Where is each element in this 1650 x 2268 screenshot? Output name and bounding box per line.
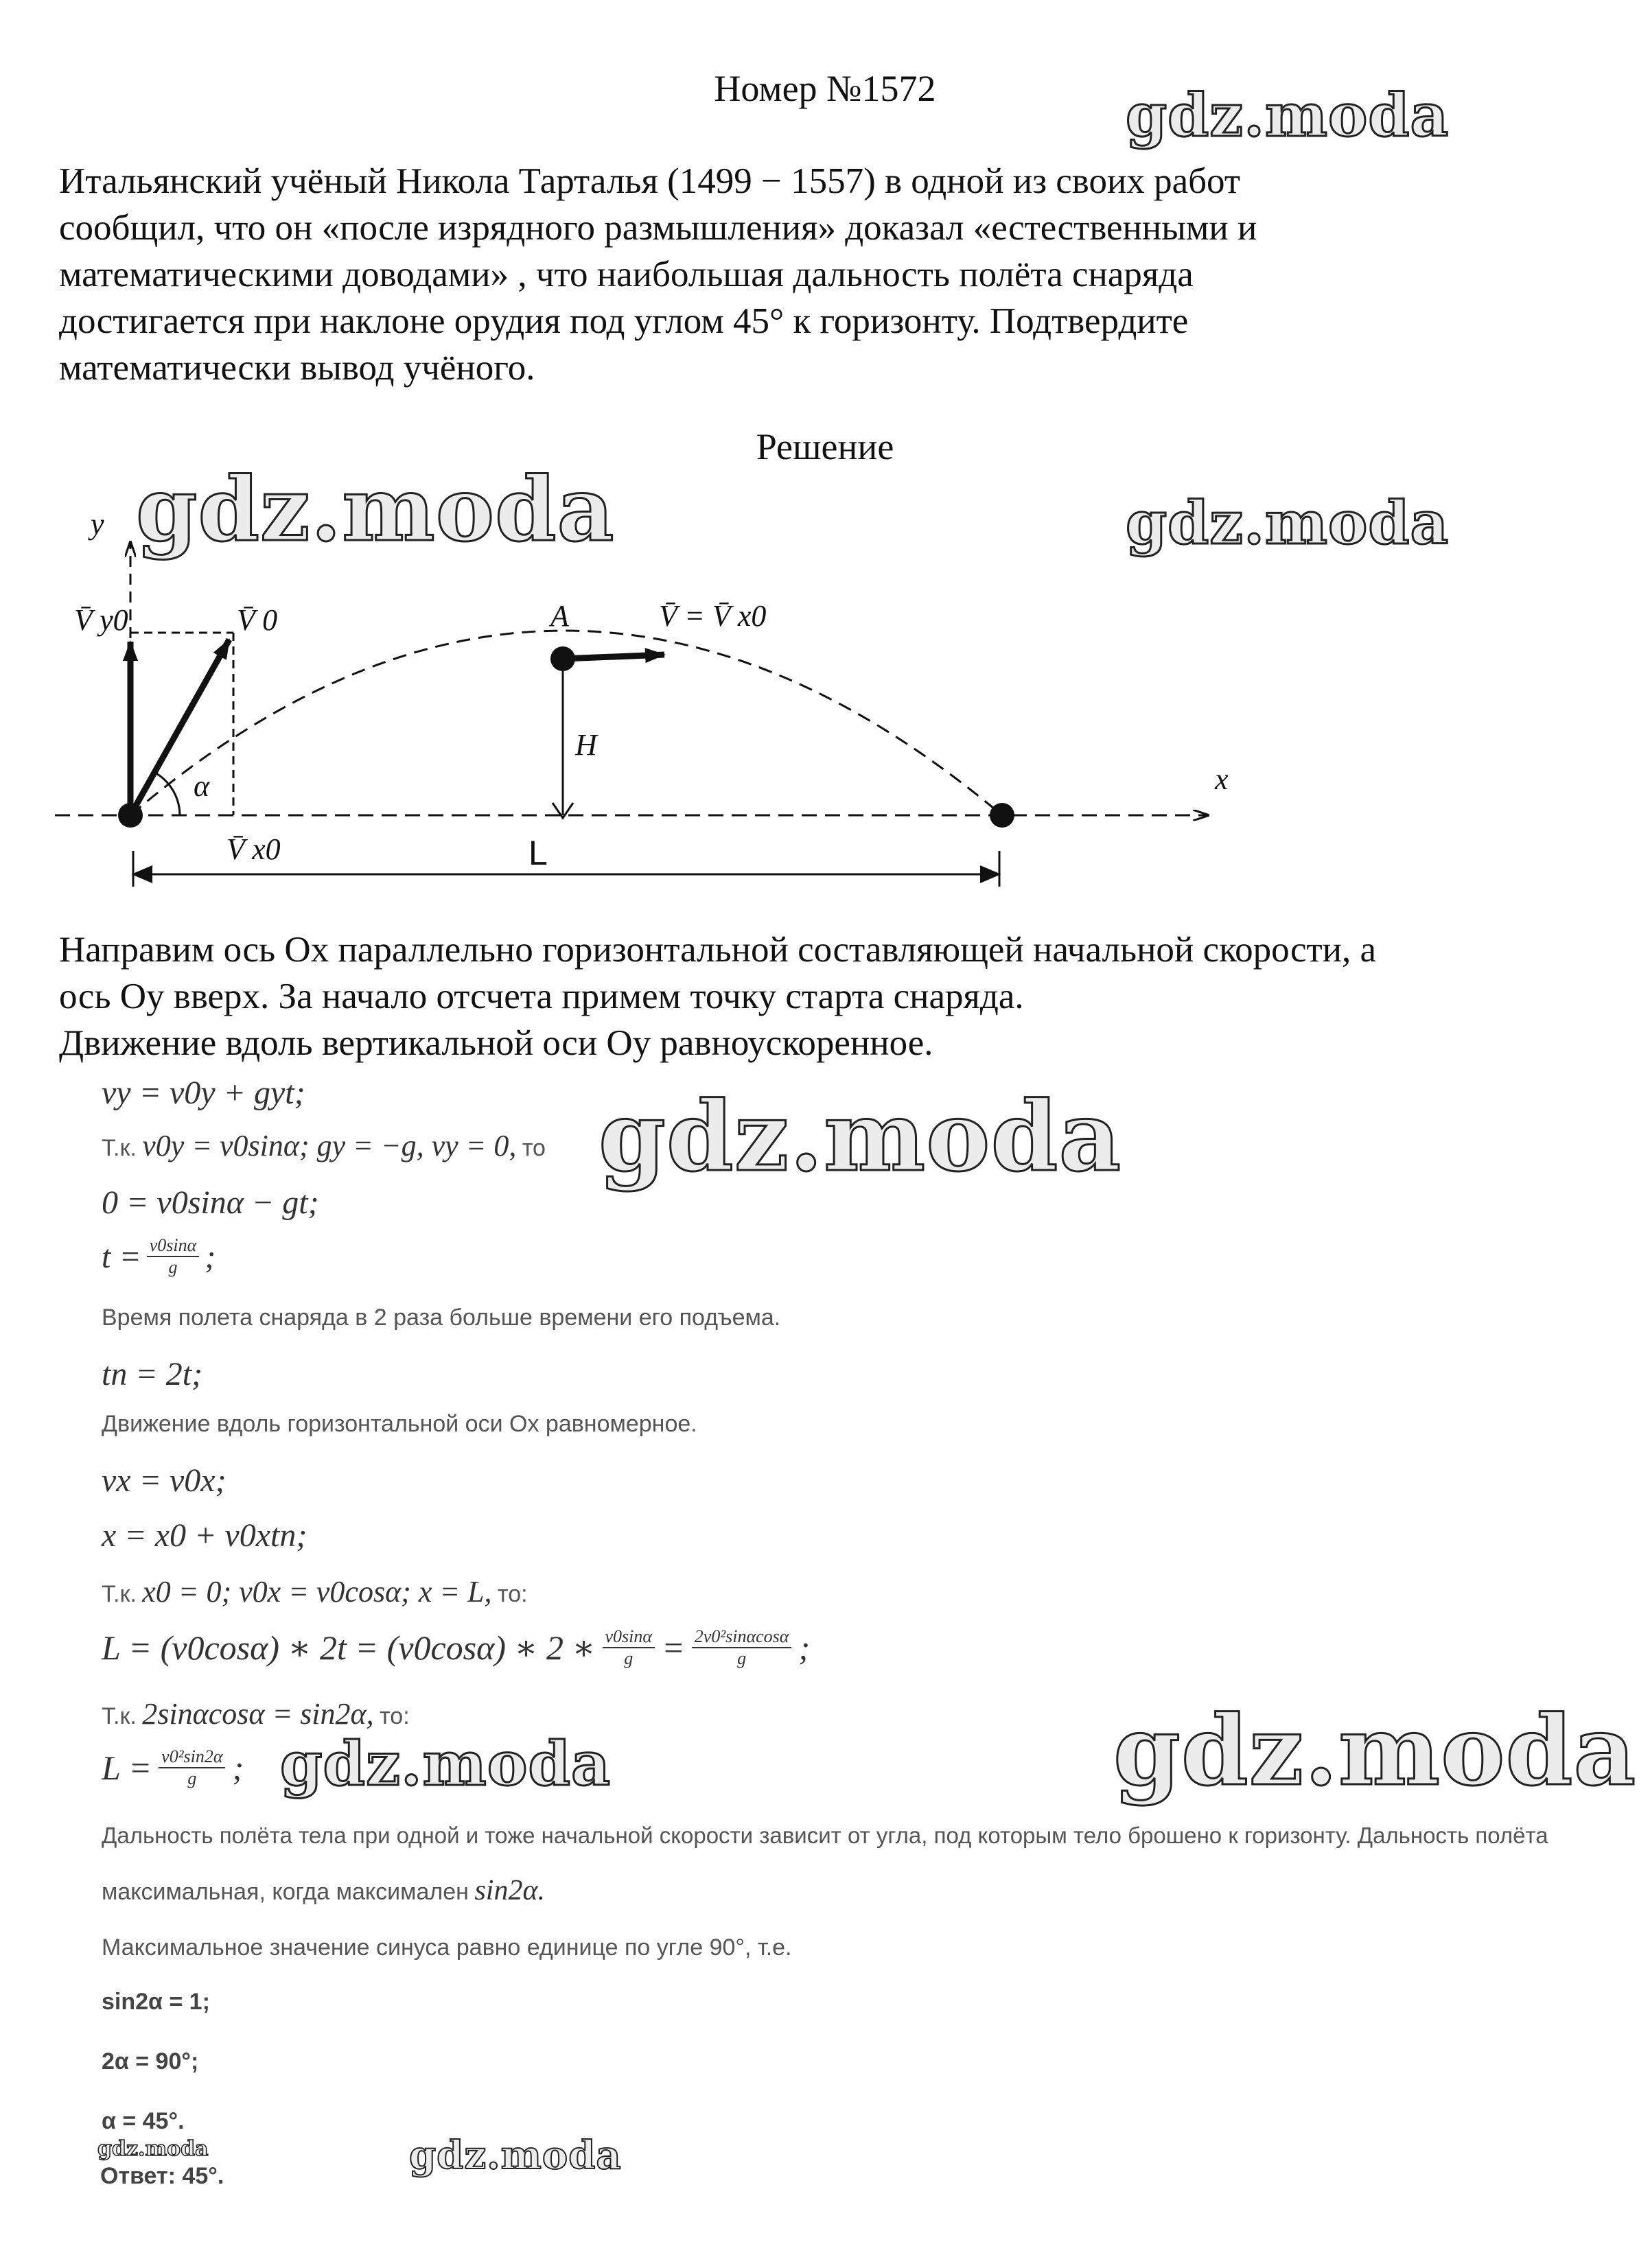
- tk-suffix: то: [522, 1135, 546, 1161]
- text-sine-max: Максимальное значение синуса равно единице по угле 90°, т.е.: [102, 1934, 792, 1961]
- tk-suffix: то:: [380, 1703, 410, 1729]
- text-range-max: [102, 1877, 545, 1906]
- vx0-label: V̄ x0: [226, 832, 281, 866]
- y-axis-label: y: [91, 507, 104, 541]
- fraction-denominator: g: [737, 1648, 747, 1668]
- equation-vy: vy = v0y + gyt;: [102, 1075, 305, 1111]
- fraction-numerator: 2v0²sinαcosα: [692, 1626, 792, 1648]
- fraction: [159, 1746, 225, 1789]
- problem-statement: [59, 158, 1610, 391]
- range-label: L: [528, 834, 548, 872]
- v-vector-at-a: [563, 655, 664, 659]
- condition-horizontal: [102, 1575, 528, 1609]
- condition-identity: [102, 1697, 410, 1731]
- tk-prefix: Т.к.: [102, 1581, 137, 1607]
- range-arrow-right: [980, 866, 999, 882]
- problem-line: математическими доводами» , что наибольшая дальность полёта снаряда: [59, 255, 1194, 294]
- tk-prefix: Т.к.: [102, 1703, 137, 1729]
- semicolon: ;: [798, 1628, 811, 1667]
- equation-range: [102, 1626, 810, 1669]
- solution-heading: Решение: [756, 426, 894, 467]
- equation-time: [102, 1235, 216, 1278]
- eq-time-lhs: t =: [102, 1238, 141, 1275]
- height-label: H: [575, 728, 597, 762]
- fraction-denominator: g: [168, 1257, 178, 1277]
- vy0-label: V̄ y0: [74, 603, 128, 637]
- fraction: [692, 1626, 792, 1669]
- fraction-denominator: g: [187, 1768, 197, 1788]
- equation-2a: 2α = 90°;: [102, 2048, 199, 2074]
- fraction: [147, 1235, 200, 1278]
- fraction-numerator: v0sinα: [147, 1235, 200, 1257]
- watermark-logo: gdz.moda: [599, 1081, 1122, 1193]
- angle-arc: [155, 773, 180, 815]
- problem-line: Итальянский учёный Никола Тарталья (1499 − 1557) в одной из своих работ: [59, 161, 1241, 201]
- problem-line: математически вывод учёного.: [59, 348, 535, 388]
- v0-vector: [130, 640, 229, 815]
- landing-point: [990, 803, 1014, 828]
- equation-sin2a: sin2α = 1;: [102, 1989, 210, 2015]
- semicolon: ;: [232, 1749, 244, 1787]
- watermark-logo: gdz.moda: [280, 1728, 612, 1799]
- condition-vertical: [102, 1129, 546, 1162]
- x-axis-label: x: [1215, 762, 1229, 796]
- tk-suffix: то:: [498, 1581, 528, 1607]
- fraction: [603, 1626, 655, 1669]
- v-equals-vx0-label: V̄ = V̄ x0: [659, 599, 767, 633]
- watermark-logo: gdz.moda: [409, 2133, 622, 2178]
- fraction-denominator: g: [624, 1648, 634, 1668]
- range-arrow-left: [133, 866, 152, 882]
- equation-alpha: α = 45°.: [102, 2108, 185, 2134]
- text-horizontal: Движение вдоль горизонтальной оси Ox равномерное.: [102, 1411, 697, 1437]
- start-point: [118, 803, 143, 828]
- watermark-logo: gdz.moda: [136, 458, 615, 561]
- semicolon: ;: [205, 1238, 216, 1275]
- fraction-numerator: v0²sin2α: [159, 1746, 225, 1768]
- watermark-logo: gdz.moda: [1126, 81, 1450, 150]
- answer: Ответ: 45°.: [100, 2163, 224, 2189]
- equation-vx: vx = v0x;: [102, 1462, 226, 1499]
- text-range-max-prefix: максимальная, когда максимален: [102, 1879, 469, 1905]
- problem-line: сообщил, что он «после изрядного размышления» доказал «естественными и: [59, 208, 1257, 248]
- alpha-label: α: [194, 769, 210, 803]
- watermark-logo: gdz.moda: [1126, 489, 1450, 558]
- point-a: [550, 646, 575, 671]
- watermark-logo: gdz.moda: [1113, 1695, 1637, 1808]
- solution-intro: [59, 926, 1610, 1066]
- intro-line: ось Оу вверх. За начало отсчета примем точку старта снаряда.: [59, 977, 1024, 1016]
- page-title: Номер №1572: [714, 68, 936, 109]
- equation-zero: 0 = v0sinα − gt;: [102, 1184, 319, 1221]
- problem-line: достигается при наклоне орудия под углом 45° к горизонту. Подтвердите: [59, 301, 1189, 341]
- intro-line: Движение вдоль вертикальной оси Оу равноускоренное.: [59, 1023, 933, 1063]
- tk-math: v0y = v0sinα; gy = −g, vy = 0,: [142, 1129, 517, 1162]
- point-a-label: A: [550, 599, 569, 633]
- tk-prefix: Т.к.: [102, 1135, 137, 1161]
- watermark-logo: gdz.moda: [97, 2137, 209, 2161]
- text-range-dependence: Дальность полёта тела при одной и тоже начальной скорости зависит от угла, под которым тело брошено к горизонту. Дальность полёта: [102, 1823, 1548, 1848]
- eq-range-lhs: L = (v0cosα) ∗ 2t = (v0cosα) ∗ 2 ∗: [102, 1628, 596, 1667]
- fraction-numerator: v0sinα: [603, 1626, 655, 1648]
- equation-range-final: [102, 1746, 244, 1789]
- intro-line: Направим ось Ох параллельно горизонтальной составляющей начальной скорости, а: [59, 930, 1377, 970]
- eq-range-final-lhs: L =: [102, 1749, 152, 1787]
- equation-x: x = x0 + v0xtп;: [102, 1517, 307, 1554]
- tk-math: 2sinαcosα = sin2α,: [142, 1697, 374, 1731]
- equation-flight-time: tп = 2t;: [102, 1356, 203, 1392]
- tk-math: x0 = 0; v0x = v0cosα; x = L,: [142, 1575, 492, 1609]
- equals-sign: =: [662, 1628, 685, 1667]
- v0-label: V̄ 0: [237, 603, 278, 637]
- text-flight-time: Время полета снаряда в 2 раза больше времени его подъема.: [102, 1305, 781, 1331]
- text-range-max-math: sin2α.: [474, 1875, 545, 1906]
